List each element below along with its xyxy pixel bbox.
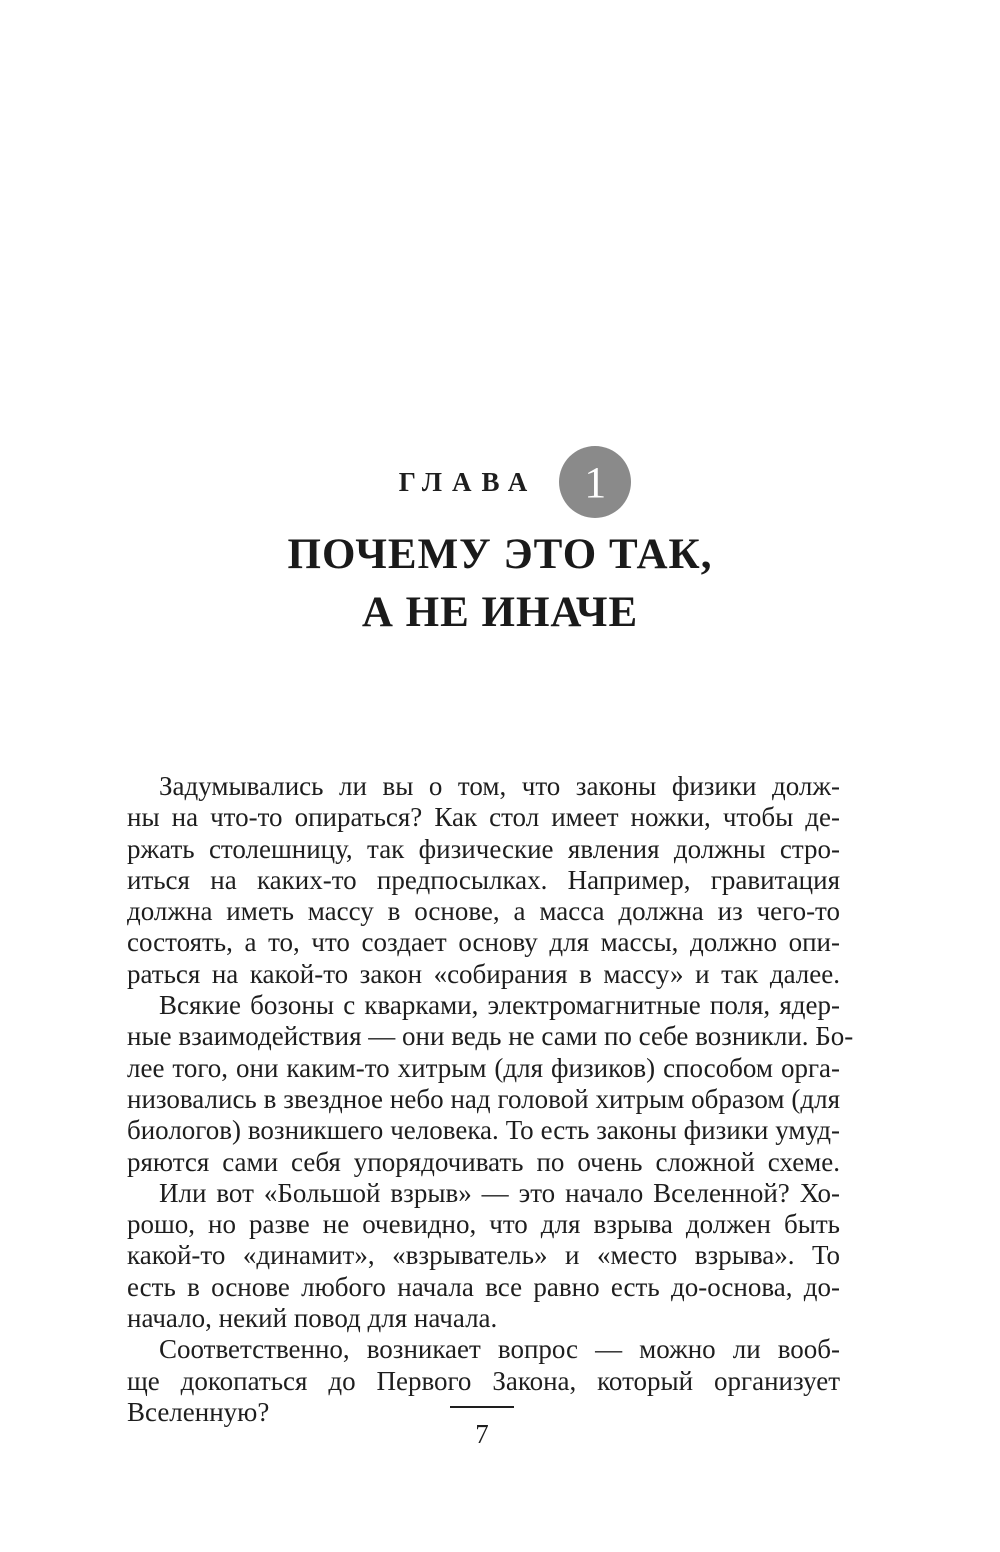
text-line: лее того, они каким-то хитрым (для физиков) способом орга- bbox=[127, 1052, 840, 1083]
text-line: ные взаимодействия — они ведь не сами по себе возникли. Бо- bbox=[127, 1021, 854, 1052]
text-line: начало, некий повод для начала. bbox=[127, 1303, 498, 1334]
text-line: ны на что-то опираться? Как стол имеет ножки, чтобы де- bbox=[127, 802, 840, 833]
chapter-number-badge: 1 bbox=[559, 446, 631, 518]
text-line: Соответственно, возникает вопрос — можно ли вооб- bbox=[159, 1334, 840, 1365]
text-line: Задумывались ли вы о том, что законы физики долж- bbox=[159, 771, 840, 801]
text-line: Вселенную? bbox=[127, 1396, 270, 1427]
text-line: состоять, а то, что создает основу для массы, должно опи- bbox=[127, 927, 840, 958]
text-line: ряются сами себя упорядочивать по очень сложной схеме. bbox=[127, 1146, 840, 1177]
chapter-heading bbox=[0, 446, 1000, 518]
text-line: есть в основе любого начала все равно есть до-основа, до- bbox=[127, 1271, 840, 1302]
footer-divider bbox=[450, 1406, 514, 1408]
chapter-title-line: А НЕ ИНАЧЕ bbox=[361, 589, 639, 636]
chapter-title bbox=[0, 526, 1000, 642]
text-line: иться на каких-то предпосылках. Например, гравитация bbox=[127, 864, 840, 895]
chapter-body-text bbox=[127, 771, 854, 1428]
text-line: какой-то «динамит», «взрыватель» и «место взрыва». То bbox=[127, 1240, 840, 1271]
text-line: ще докопаться до Первого Закона, который организует bbox=[127, 1365, 840, 1396]
page-number: 7 bbox=[475, 1419, 489, 1449]
text-line: Или вот «Большой взрыв» — это начало Вселенной? Хо- bbox=[159, 1177, 840, 1208]
text-line: рошо, но разве не очевидно, что для взрыва должен быть bbox=[127, 1209, 840, 1240]
chapter-label: ГЛАВА bbox=[398, 466, 538, 497]
text-line: раться на какой-то закон «собирания в массу» и так далее. bbox=[127, 958, 840, 989]
chapter-title-line: ПОЧЕМУ ЭТО ТАК, bbox=[287, 531, 713, 578]
text-line: биологов) возникшего человека. То есть законы физики умуд- bbox=[127, 1115, 840, 1146]
text-line: ржать столешницу, так физические явления должны стро- bbox=[127, 833, 840, 864]
text-line: должна иметь массу в основе, а масса должна из чего-то bbox=[127, 896, 840, 927]
text-line: низовались в звездное небо над головой хитрым образом (для bbox=[127, 1083, 840, 1114]
text-line: Всякие бозоны с кварками, электромагнитные поля, ядер- bbox=[159, 990, 840, 1021]
